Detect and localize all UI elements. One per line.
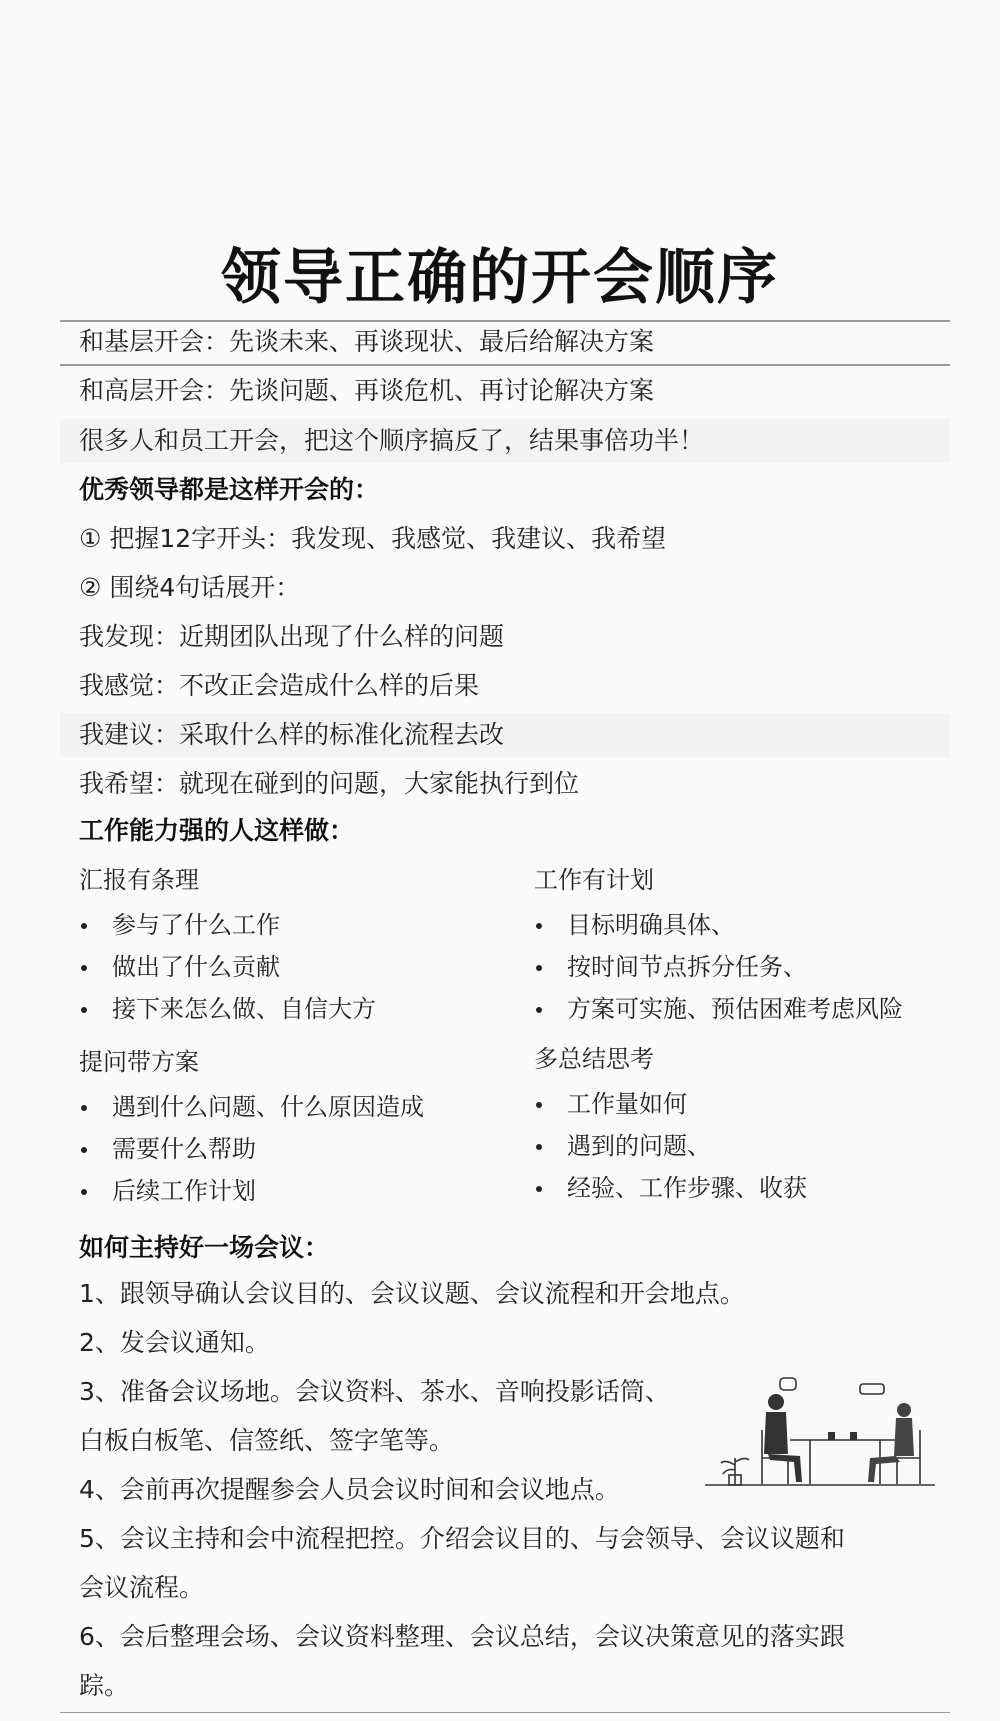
section1-line-3: 我发现：近期团队出现了什么样的问题	[79, 622, 505, 651]
group-questions-item-2: 需要什么帮助	[112, 1135, 256, 1163]
group-plan-item-1: 目标明确具体、	[567, 911, 735, 939]
meeting-illustration-icon	[700, 1370, 940, 1490]
section1-line-1: ① 把握12字开头：我发现、我感觉、我建议、我希望	[79, 524, 667, 553]
section1-line-5: 我建议：采取什么样的标准化流程去改	[79, 720, 505, 749]
divider-under-first-line	[60, 364, 950, 366]
group-questions-item-3: 后续工作计划	[112, 1177, 256, 1205]
host-step-1: 1、跟领导确认会议目的、会议议题、会议流程和开会地点。	[79, 1279, 745, 1308]
group-reflect-item-3: 经验、工作步骤、收获	[567, 1174, 807, 1202]
section1-line-2: ② 围绕4句话展开：	[79, 573, 301, 602]
host-step-2: 2、发会议通知。	[79, 1328, 270, 1357]
group-title-report: 汇报有条理	[79, 866, 199, 894]
intro-line-3: 很多人和员工开会，把这个顺序搞反了，结果事倍功半！	[79, 426, 705, 455]
host-step-6-cont: 踪。	[79, 1671, 130, 1700]
host-step-5-cont: 会议流程。	[79, 1573, 205, 1602]
section-heading-leaders: 优秀领导都是这样开会的：	[79, 475, 380, 504]
section1-line-6: 我希望：就现在碰到的问题，大家能执行到位	[79, 769, 580, 798]
group-plan-item-2: 按时间节点拆分任务、	[567, 953, 807, 981]
section1-line-4: 我感觉：不改正会造成什么样的后果	[79, 671, 480, 700]
group-reflect-item-1: 工作量如何	[567, 1090, 687, 1118]
intro-line-2: 和高层开会：先谈问题、再谈危机、再讨论解决方案	[79, 376, 655, 405]
group-title-questions: 提问带方案	[79, 1048, 199, 1076]
divider-top	[60, 320, 950, 322]
group-plan-item-3: 方案可实施、预估困难考虑风险	[567, 995, 903, 1023]
host-step-5: 5、会议主持和会中流程把控。介绍会议目的、与会领导、会议议题和	[79, 1524, 845, 1553]
host-step-6: 6、会后整理会场、会议资料整理、会议总结，会议决策意见的落实跟	[79, 1622, 845, 1651]
intro-line-1: 和基层开会：先谈未来、再谈现状、最后给解决方案	[79, 327, 655, 356]
group-title-reflect: 多总结思考	[534, 1045, 654, 1073]
group-report-item-1: 参与了什么工作	[112, 911, 280, 939]
group-questions-item-1: 遇到什么问题、什么原因造成	[112, 1093, 424, 1121]
group-report-item-2: 做出了什么贡献	[112, 953, 280, 981]
section-heading-capable: 工作能力强的人这样做：	[79, 816, 355, 845]
group-report-item-3: 接下来怎么做、自信大方	[112, 995, 376, 1023]
host-step-4: 4、会前再次提醒参会人员会议时间和会议地点。	[79, 1475, 620, 1504]
group-title-plan: 工作有计划	[534, 866, 654, 894]
group-reflect-item-2: 遇到的问题、	[567, 1132, 711, 1160]
page-title: 领导正确的开会顺序	[221, 243, 779, 313]
host-step-3: 3、准备会议场地。会议资料、茶水、音响投影话筒、	[79, 1377, 670, 1406]
host-step-3-cont: 白板白板笔、信签纸、签字笔等。	[79, 1426, 455, 1455]
section-heading-host: 如何主持好一场会议：	[79, 1233, 330, 1262]
divider-bottom	[60, 1712, 950, 1713]
